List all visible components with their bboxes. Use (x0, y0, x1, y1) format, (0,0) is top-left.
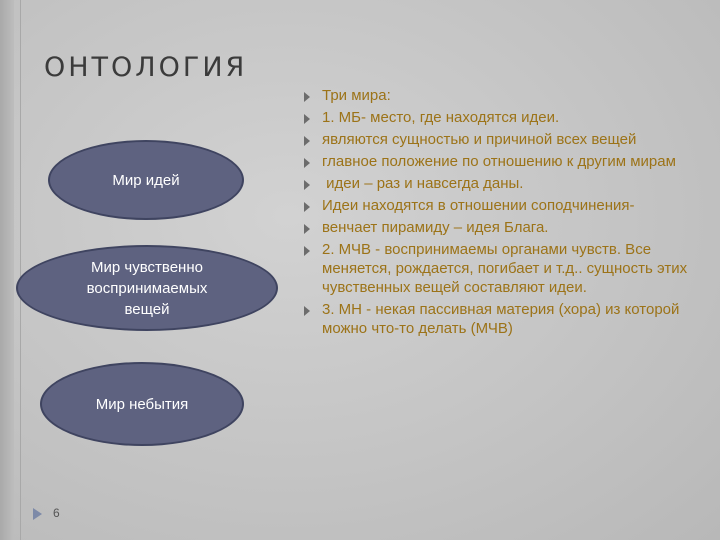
sensible-world-label: Мир чувственно воспринимаемых вещей (86, 258, 208, 318)
bullet-item (304, 108, 696, 127)
bullet-item (304, 240, 696, 297)
non-being-world-label: Мир небытия (95, 395, 189, 413)
page-number: 6 (53, 506, 60, 520)
bullet-item (304, 300, 696, 338)
world-of-ideas-ellipse (48, 140, 244, 220)
bullet-text: Три мира: (322, 87, 391, 104)
bullet-text: являются сущностью и причиной всех вещей (322, 131, 637, 148)
slide-left-edge (0, 0, 14, 540)
bullet-text: идеи – раз и навсегда даны. (322, 175, 524, 192)
bullet-text: 3. МН - некая пассивная материя (хора) из которой можно что-то делать (МЧВ) (322, 301, 680, 337)
bullet-item (304, 130, 696, 149)
arrow-bullet-icon (304, 306, 310, 316)
world-of-ideas-label: Мир идей (112, 171, 180, 189)
bullet-text: 2. МЧВ - воспринимаемы органами чувств. Все меняется, рождается, погибает и т.д.. сущность этих чувственных вещей составляют идеи. (322, 241, 688, 296)
bullet-list (304, 86, 696, 341)
arrow-bullet-icon (304, 246, 310, 256)
bullet-text: венчает пирамиду – идея Блага. (322, 219, 549, 236)
bullet-item (304, 152, 696, 171)
sensible-world-ellipse (16, 245, 278, 331)
arrow-bullet-icon (304, 180, 310, 190)
page-arrow-icon (33, 508, 42, 520)
arrow-bullet-icon (304, 158, 310, 168)
bullet-text: 1. МБ- место, где находятся идеи. (322, 109, 560, 126)
slide-divider-line (20, 0, 21, 540)
bullet-item (304, 86, 696, 105)
arrow-bullet-icon (304, 114, 310, 124)
arrow-bullet-icon (304, 136, 310, 146)
bullet-text: главное положение по отношению к другим мирам (322, 153, 676, 170)
slide-title: ОНТОЛОГИЯ (44, 52, 248, 83)
bullet-item (304, 174, 696, 193)
arrow-bullet-icon (304, 92, 310, 102)
non-being-world-ellipse (40, 362, 244, 446)
arrow-bullet-icon (304, 202, 310, 212)
bullet-item (304, 218, 696, 237)
bullet-text: Идеи находятся в отношении соподчинения- (322, 197, 635, 214)
arrow-bullet-icon (304, 224, 310, 234)
bullet-item (304, 196, 696, 215)
